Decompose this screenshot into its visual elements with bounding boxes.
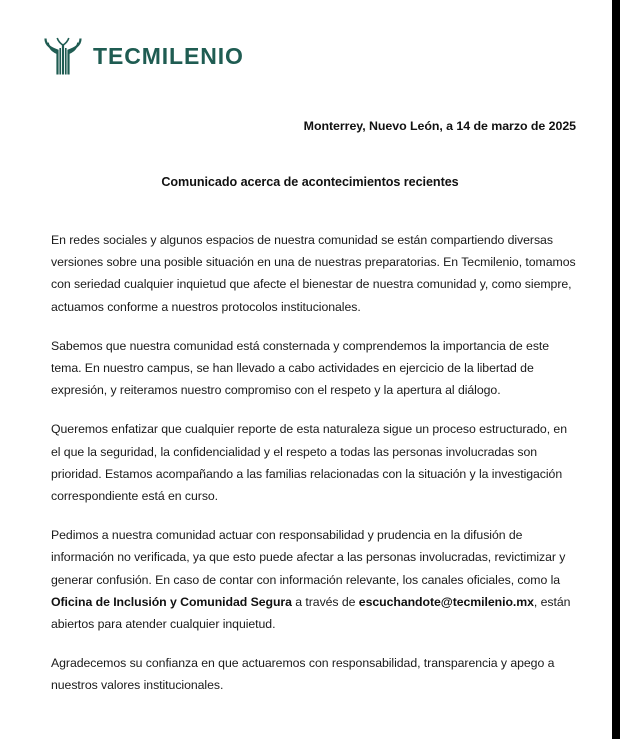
document-body <box>51 229 577 697</box>
date-line: Monterrey, Nuevo León, a 14 de marzo de 2025 <box>303 119 576 133</box>
brand-logo <box>44 36 244 76</box>
body-text: a través de <box>291 594 359 609</box>
body-text: Agradecemos su confianza en que actuaremos con responsabilidad, transparencia y apego a nuestros valores institucionales. <box>51 656 555 693</box>
emphasis-text: escuchandote@tecmilenio.mx <box>358 594 534 609</box>
body-text: Sabemos que nuestra comunidad está consternada y comprendemos la importancia de este tema. En nuestro campus, se han llevado a cabo actividades en ejercicio de la libertad de expresión, y reiteramos nuestro compromiso con el respeto y la apertura al diálogo. <box>51 338 550 398</box>
paragraph-3 <box>51 418 577 507</box>
body-text: , están abiertos para atender cualquier inquietud. <box>51 594 571 632</box>
paragraph-5 <box>51 652 577 696</box>
paragraph-1 <box>51 229 577 318</box>
paragraph-2 <box>51 335 577 402</box>
page-right-edge <box>612 0 620 739</box>
body-text: Queremos enfatizar que cualquier reporte de esta naturaleza sigue un proceso estructurado, en el que la seguridad, la confidencialidad y el respeto a todas las personas involucradas son prioridad. Estamos acompañando a las familias relacionadas con la situación y la investigación correspondiente está en curso. <box>51 422 567 504</box>
body-text: En redes sociales y algunos espacios de nuestra comunidad se están compartiendo diversas versiones sobre una posible situación en una de nuestras preparatorias. En Tecmilenio, tomamos con seriedad cualquier inquietud que afecte el bienestar de nuestra comunidad y, como siempre, actuamos conforme a nuestros protocolos institucionales. <box>51 233 576 314</box>
paragraph-4 <box>51 524 577 635</box>
brand-wordmark: TECMILENIO <box>93 42 244 69</box>
emphasis-text: Oficina de Inclusión y Comunidad Segura <box>51 594 292 609</box>
page-title: Comunicado acerca de acontecimientos recientes <box>161 175 459 189</box>
body-text: Pedimos a nuestra comunidad actuar con responsabilidad y prudencia en la difusión de información no verificada, ya que esto puede afectar a las personas involucradas, revictimizar y generar confusión. En caso de contar con información relevante, los canales oficiales, como la <box>51 528 566 587</box>
tecmilenio-tree-logo-icon <box>44 36 82 76</box>
